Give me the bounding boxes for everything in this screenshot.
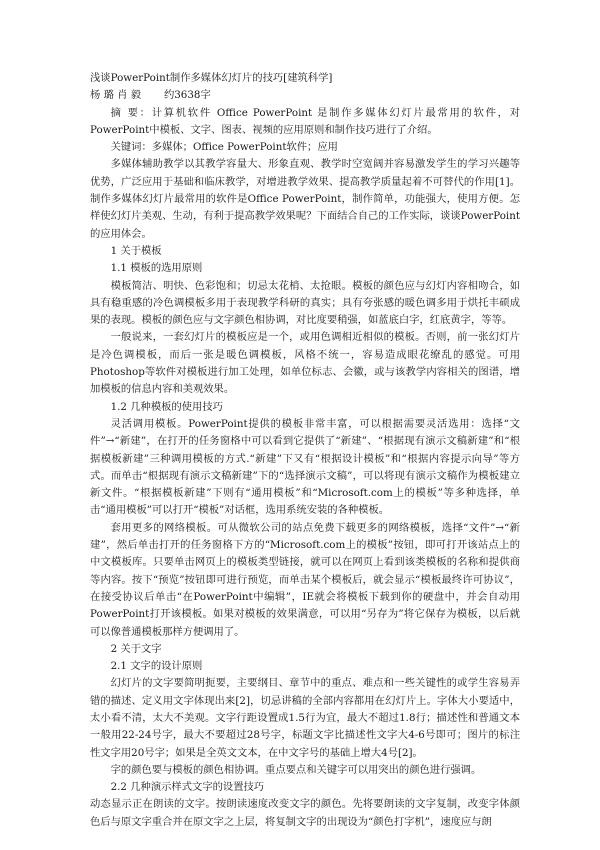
section-heading: 2 关于文字 <box>110 642 162 655</box>
keywords: 关键词：多媒体；Office PowerPoint软件；应用 <box>110 141 338 154</box>
authors: 杨 璐 肖 毅 <box>90 89 142 102</box>
section-heading: 1 关于模板 <box>110 244 162 257</box>
subsection-heading: 1.1 模板的选用原则 <box>110 262 203 275</box>
document-page <box>90 70 520 831</box>
byline <box>90 87 520 104</box>
paragraph: 字的颜色要与模板的颜色相协调。重点要点和关键字可以用突出的颜色进行强调。 <box>110 763 482 776</box>
document-title: 浅谈PowerPoint制作多媒体幻灯片的技巧[建筑科学] <box>90 72 333 84</box>
paragraph: 动态显示正在朗读的文字。按朗读速度改变文字的颜色。先将要朗读的文字复制，改变字体颜色后与原文字重合并在原文字之上层，将复制文字的出现设为“颜色打字机”，速度应与朗 <box>90 798 520 828</box>
subsection-heading: 2.1 文字的设计原则 <box>110 660 203 673</box>
paragraph: 套用更多的网络模板。可从微软公司的站点免费下载更多的网络模板，选择“文件”→“新建”，然后单击打开的任务窗格下方的“Microsoft.com上的模板”按钮，即可打开该站点上的中文模板库。只要单击网页上的模板类型链接，就可以在网页上看到该类模板的名称和提供商等内容。按下“预览”按钮即可进行预览，而单击某个模板后，就会显示“模板最终许可协议”，在接受协议后单击“在PowerPoint中编辑”，IE就会将模板下载到你的硬盘中，并会自动用PowerPoint打开该模板。如果对模板的效果满意，可以用“另存为”将它保存为模板，以后就可以像普通模板那样方便调用了。 <box>90 521 520 638</box>
paragraph: 幻灯片的文字要简明扼要，主要纲目、章节中的重点、难点和一些关键性的或学生容易弄错的描述、定义用文字体现出来[2]，切忌讲稿的全部内容都用在幻灯片上。字体大小要适中，太小看不清，太大不美观。文字行距设置成1.5行为宜，最大不超过1.8行；描述性和普通文本一般用22-24号字，最大不要超过28号字，标题文字比描述性文字大4-6号即可；图片的标注性文字用20号字；如果是全英文文本，在中文字号的基础上增大4号[2]。 <box>90 677 520 759</box>
paragraph: 一般说来，一套幻灯片的模板应是一个，或用色调相近相似的模板。否则，前一张幻灯片是冷色调模板，而后一张是暖色调模板，风格不统一，容易造成眼花缭乱的感觉。可用Photoshop等软件对模板进行加工处理，如单位标志、会徽，或与该教学内容相关的图谱，增加模板的信息内容和美观效果。 <box>90 331 520 396</box>
subsection-heading: 1.2 几种模板的使用技巧 <box>110 400 223 413</box>
paragraph: 模板简洁、明快、色彩饱和；切忌太花梢、太抢眼。模板的颜色应与幻灯内容相吻合，如具有稳重感的冷色调模板多用于表现教学科研的真实；具有夸张感的暖色调多用于烘托丰硕成果的表现。模板的颜色应与文字颜色相协调，对比度要稍强，如蓝底白字，红底黄字，等等。 <box>90 279 520 327</box>
intro-paragraph: 多媒体辅助教学以其教学容量大、形象直观、教学时空宽阔并容易激发学生的学习兴趣等优势，广泛应用于基础和临床教学，对增进教学效果、提高教学质量起着不可替代的作用[1]。制作多媒体幻灯片最常用的软件是Office PowerPoint，制作简单，功能强大，使用方便。怎样使幻灯片美观、生动，有利于提高教学效果呢？下面结合自己的工作实际，谈谈PowerPoint的应用体会。 <box>90 158 520 240</box>
word-count: 约3638字 <box>163 89 211 102</box>
paragraph: 灵活调用模板。PowerPoint提供的模板非常丰富，可以根据需要灵活选用：选择“文件”→“新建”，在打开的任务窗格中可以看到它提供了“新建”、“根据现有演示文稿新建”和“根据模板新建”三种调用模板的方式.“新建”下又有“根据设计模板”和“根据内容提示向导”等方式。而单击“根据现有演示文稿新建”下的“选择演示文稿”，可以将现有演示文稿作为模板建立新文件。“根据模板新建”下则有“通用模板”和“Microsoft.com上的模板”等多种选择，单击“通用模板”可以打开“模板”对话框，选用系统安装的各种模板。 <box>90 417 520 517</box>
subsection-heading: 2.2 几种演示样式文字的设置技巧 <box>110 781 265 794</box>
abstract: 摘 要：计算机软件 Office PowerPoint 是制作多媒体幻灯片最常用的软件，对PowerPoint中模板、文字、图表、视频的应用原则和制作技巧进行了介绍。 <box>90 106 520 136</box>
